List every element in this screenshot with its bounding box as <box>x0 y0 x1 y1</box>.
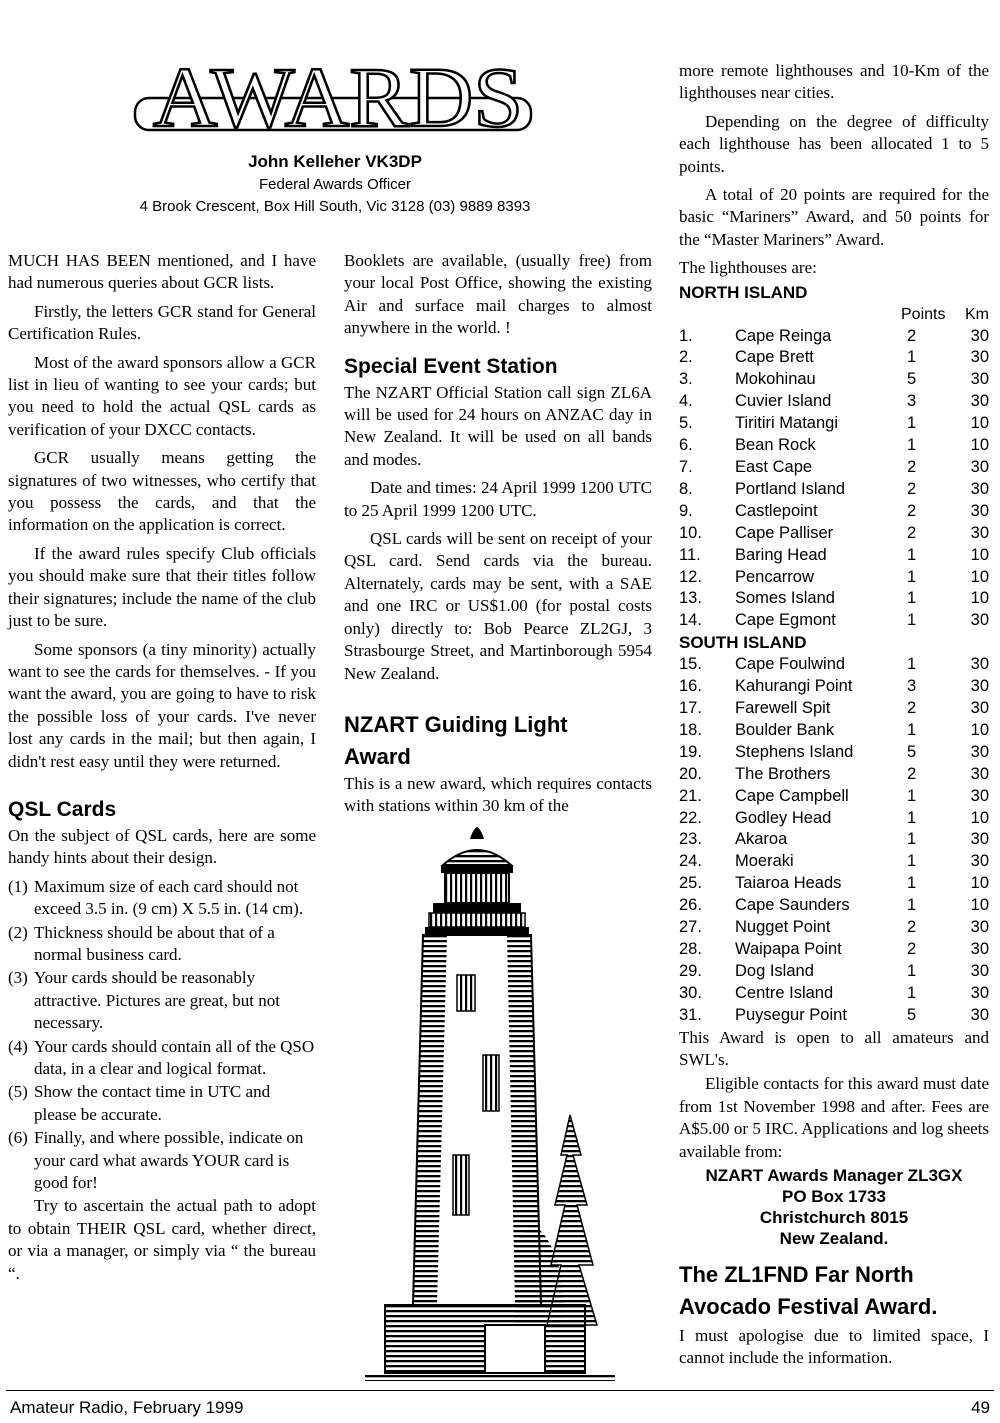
paragraph: Firstly, the letters GCR stand for General Certification Rules. <box>8 301 316 344</box>
table-row: 10. Cape Palliser 2 30 <box>679 523 989 542</box>
list-item: (3) Your cards should be reasonably attractive. Pictures are great, but not necessary. <box>8 968 280 1033</box>
table-row: 2. Cape Brett 1 30 <box>679 348 989 367</box>
table-row: 22. Godley Head 1 10 <box>679 808 989 827</box>
table-row: 20. The Brothers 2 30 <box>679 764 989 783</box>
lighthouse-table <box>679 304 989 1027</box>
paragraph: The NZART Official Station call sign ZL6A will be used for 24 hours on ANZAC day in New Zealand. It will be used on all bands and modes. <box>344 382 652 469</box>
table-row: 28. Waipapa Point 2 30 <box>679 939 989 958</box>
list-item: (2) Thickness should be about that of a normal business card. <box>8 922 275 964</box>
table-row: 5. Tiritiri Matangi 1 10 <box>679 414 989 433</box>
footer-publication: Amateur Radio, February 1999 <box>10 1398 244 1417</box>
table-row: 12. Pencarrow 1 10 <box>679 567 989 586</box>
table-row: 14. Cape Egmont 1 30 <box>679 611 989 630</box>
table-row: 13. Somes Island 1 10 <box>679 589 989 608</box>
awards-logo <box>133 50 543 145</box>
column-3 <box>679 60 989 1376</box>
table-row: 30. Centre Island 1 30 <box>679 983 989 1002</box>
qsl-cards-heading: QSL Cards <box>8 797 117 821</box>
list-item: (6) Finally, and where possible, indicate on your card what awards YOUR card is good for! <box>8 1128 304 1193</box>
table-header-row <box>679 304 989 326</box>
list-item: (4) Your cards should contain all of the QSO data, in a clear and logical format. <box>8 1036 315 1078</box>
table-row: 27. Nugget Point 2 30 <box>679 918 989 937</box>
footer-rule <box>6 1390 994 1391</box>
paragraph: A total of 20 points are required for the basic “Mariners” Award, and 50 points for the “Master Mariners” Award. <box>679 185 989 249</box>
author-role: Federal Awards Officer <box>258 176 411 193</box>
paragraph: Try to ascertain the actual path to adopt to obtain THEIR QSL card, whether direct, or via a manager, or simply via “ the bureau “. <box>8 1196 316 1283</box>
paragraph: The lighthouses are: <box>679 258 817 278</box>
paragraph: Depending on the degree of difficulty each lighthouse has been allocated 1 to 5 points. <box>679 111 989 176</box>
paragraph: Booklets are available, (usually free) from your local Post Office, showing the existing Air and surface mail charges to almost anywhere in the world. ! <box>344 251 652 338</box>
table-row: 9. Castlepoint 2 30 <box>679 501 989 520</box>
paragraph: Most of the award sponsors allow a GCR list in lieu of wanting to see your cards; but you need to hold the actual QSL cards as verification of your DXCC contacts. <box>8 352 316 439</box>
lighthouse-illustration <box>365 825 615 1383</box>
table-row: 29. Dog Island 1 30 <box>679 961 989 980</box>
special-event-heading: Special Event Station <box>344 354 558 378</box>
table-row: 6. Bean Rock 1 10 <box>679 436 989 455</box>
table-row: 1. Cape Reinga 2 30 <box>679 326 989 345</box>
table-row: 24. Moeraki 1 30 <box>679 852 989 871</box>
author-address: 4 Brook Crescent, Box Hill South, Vic 3128 (03) 9889 8393 <box>139 198 531 215</box>
list-item: (5) Show the contact time in UTC and please be accurate. <box>8 1082 271 1124</box>
paragraph: QSL cards will be sent on receipt of your QSL card. Send cards via the bureau. Alternately, cards may be sent, with a SAE and one IRC or US$1.00 (for postal costs only) directly to: Bob Pearce ZL2GJ, 3 Strasbourge Street, and Martinborough 5954 New Zealand. <box>344 529 652 683</box>
paragraph: more remote lighthouses and 10-Km of the lighthouses near cities. <box>679 61 989 103</box>
table-row: 21. Cape Campbell 1 30 <box>679 786 989 805</box>
awards-manager-address: NZART Awards Manager ZL3GX PO Box 1733 Christchurch 8015 New Zealand. <box>705 1166 963 1248</box>
paragraph: Eligible contacts for this award must date from 1st November 1998 and after. Fees are A$5.00 or 5 IRC. Applications and log sheets available from: <box>679 1074 989 1161</box>
paragraph: This Award is open to all amateurs and SWL's. <box>679 1027 989 1069</box>
table-row: 7. East Cape 2 30 <box>679 458 989 476</box>
table-row: 15. Cape Foulwind 1 30 <box>679 655 989 674</box>
column-2 <box>344 250 652 824</box>
table-row: 26. Cape Saunders 1 10 <box>679 896 989 915</box>
paragraph: MUCH HAS BEEN mentioned, and I have had numerous queries about GCR lists. <box>8 251 316 293</box>
table-row: 31. Puysegur Point 5 30 <box>679 1005 989 1024</box>
north-island-heading: NORTH ISLAND <box>679 282 808 302</box>
table-row: 23. Akaroa 1 30 <box>679 830 989 849</box>
table-row: 16. Kahurangi Point 3 30 <box>679 677 989 696</box>
south-island-heading-row <box>679 632 989 654</box>
footer-page-number: 49 <box>971 1398 990 1417</box>
table-row: 18. Boulder Bank 1 10 <box>679 720 989 739</box>
table-row: 3. Mokohinau 5 30 <box>679 370 989 389</box>
author-name: John Kelleher VK3DP <box>248 152 422 171</box>
paragraph: On the subject of QSL cards, here are some handy hints about their design. <box>8 825 316 868</box>
far-north-heading: The ZL1FND Far North Avocado Festival Award. <box>679 1262 938 1319</box>
awards-logo-text: AWARDS <box>153 50 523 145</box>
table-row: 25. Taiaroa Heads 1 10 <box>679 874 989 893</box>
paragraph: Date and times: 24 April 1999 1200 UTC to 25 April 1999 1200 UTC. <box>344 478 652 520</box>
south-island-heading: SOUTH ISLAND <box>679 633 807 653</box>
table-row: 4. Cuvier Island 3 30 <box>679 392 989 411</box>
paragraph: Some sponsors (a tiny minority) actually want to see the cards for themselves. - If you want the award, you are going to have to risk the possible loss of your cards. I've never lost any cards in the mail; but then again, I didn't rest easy until they were returned. <box>8 639 316 771</box>
table-row: 8. Portland Island 2 30 <box>679 479 989 498</box>
paragraph: This is a new award, which requires contacts with stations within 30 km of the <box>344 773 652 816</box>
guiding-light-heading: NZART Guiding Light Award <box>344 711 568 769</box>
points-column-header: Points <box>901 305 946 323</box>
table-row: 17. Farewell Spit 2 30 <box>679 698 989 717</box>
column-1 <box>8 250 316 1291</box>
paragraph: GCR usually means getting the signatures of two witnesses, who certify that you possess the cards, and that the information on the application is correct. <box>8 448 316 535</box>
list-item: (1) Maximum size of each card should not exceed 3.5 in. (9 cm) X 5.5 in. (14 cm). <box>8 876 304 919</box>
paragraph: If the award rules specify Club officials you should make sure that their titles follow their signatures; include the name of the club just to be sure. <box>8 543 316 631</box>
table-row: 11. Baring Head 1 10 <box>679 545 989 564</box>
paragraph: I must apologise due to limited space, I cannot include the information. <box>679 1326 989 1368</box>
table-row: 19. Stephens Island 5 30 <box>679 742 989 761</box>
km-column-header: Km <box>965 305 989 323</box>
qsl-hints-list <box>8 876 316 1195</box>
